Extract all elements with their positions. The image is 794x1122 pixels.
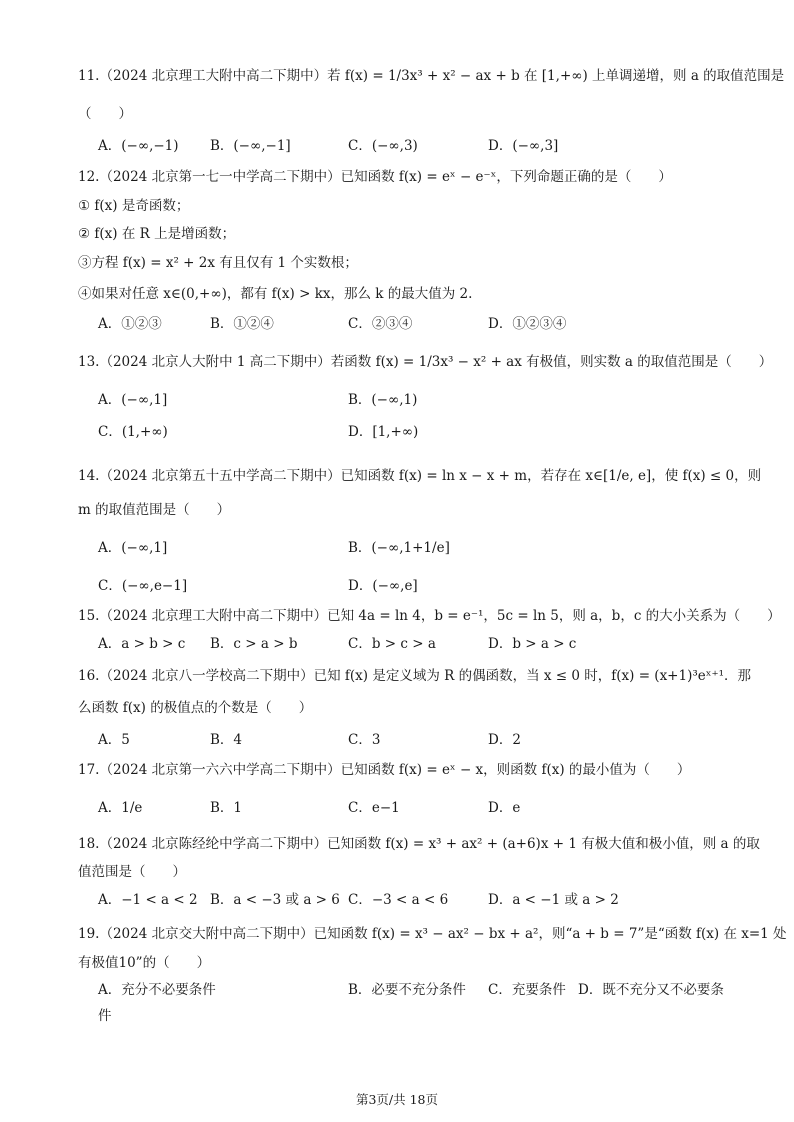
q16-option-d[interactable]: D．2 [488,732,521,748]
q11-option-b[interactable]: B．(−∞,−1] [210,138,291,154]
q14-option-b[interactable]: B．(−∞,1+1/e] [348,540,450,556]
question-13-stem: 13.（2024 北京人大附中 1 高二下期中）若函数 f(x) = 1/3x³ − x² + ax 有极值，则实数 a 的取值范围是（ ） [78,354,773,370]
q19-option-b[interactable]: B．必要不充分条件 [348,982,466,998]
question-16-stem-cont: 么函数 f(x) 的极值点的个数是（ ） [78,700,313,716]
q19-option-a[interactable]: A．充分不必要条件 [98,982,216,998]
q16-option-b[interactable]: B．4 [210,732,243,748]
q13-option-d[interactable]: D．[1,+∞) [348,424,419,440]
question-19-stem-cont: 有极值10”的（ ） [78,955,211,971]
q19-option-d-cont: 件 [98,1008,112,1024]
q16-option-a[interactable]: A．5 [98,732,130,748]
q13-option-b[interactable]: B．(−∞,1) [348,392,418,408]
q16-option-c[interactable]: C．3 [348,732,381,748]
q12-option-c[interactable]: C．②③④ [348,316,413,332]
q11-option-a[interactable]: A．(−∞,−1) [98,138,179,154]
q13-option-a[interactable]: A．(−∞,1] [98,392,168,408]
q14-option-c[interactable]: C．(−∞,e−1] [98,578,188,594]
q15-option-c[interactable]: C．b > c > a [348,636,436,652]
q19-option-c[interactable]: C．充要条件 [488,982,566,998]
q15-option-b[interactable]: B．c > a > b [210,636,298,652]
q12-option-d[interactable]: D．①②③④ [488,316,567,332]
q18-option-a[interactable]: A．−1 < a < 2 [98,892,198,908]
q17-option-a[interactable]: A．1/e [98,800,143,816]
q15-option-d[interactable]: D．b > a > c [488,636,577,652]
q18-option-b[interactable]: B．a < −3 或 a > 6 [210,892,340,908]
q13-option-c[interactable]: C．(1,+∞) [98,424,168,440]
q12-item-1: ① f(x) 是奇函数； [78,198,190,214]
q18-option-c[interactable]: C．−3 < a < 6 [348,892,449,908]
question-15-stem: 15.（2024 北京理工大附中高二下期中）已知 4a = ln 4，b = e⁻¹，5c = ln 5，则 a，b，c 的大小关系为（ ） [78,608,781,624]
q14-option-a[interactable]: A．(−∞,1] [98,540,168,556]
q12-option-b[interactable]: B．①②④ [210,316,274,332]
q17-option-d[interactable]: D．e [488,800,521,816]
q19-option-d[interactable]: D．既不充分又不必要条 [578,982,724,998]
q17-option-b[interactable]: B．1 [210,800,243,816]
q11-option-d[interactable]: D．(−∞,3] [488,138,559,154]
question-18-stem: 18.（2024 北京陈经纶中学高二下期中）已知函数 f(x) = x³ + ax² + (a+6)x + 1 有极大值和极小值，则 a 的取 [78,836,760,852]
q17-option-c[interactable]: C．e−1 [348,800,400,816]
question-11-stem-cont: （ ） [78,106,132,122]
q11-option-c[interactable]: C．(−∞,3) [348,138,418,154]
question-14-stem-cont: m 的取值范围是（ ） [78,502,231,518]
q15-option-a[interactable]: A．a > b > c [98,636,186,652]
q12-item-3: ③方程 f(x) = x² + 2x 有且仅有 1 个实数根； [78,255,358,271]
question-19-stem: 19.（2024 北京交大附中高二下期中）已知函数 f(x) = x³ − ax² − bx + a²，则“a + b = 7”是“函数 f(x) 在 x=1 处 [78,926,787,942]
q12-item-4: ④如果对任意 x∈(0,+∞)，都有 f(x) > kx，那么 k 的最大值为 2. [78,286,473,302]
question-11-stem: 11.（2024 北京理工大附中高二下期中）若 f(x) = 1/3x³ + x² − ax + b 在 [1,+∞) 上单调递增，则 a 的取值范围是 [78,68,785,84]
q14-option-d[interactable]: D．(−∞,e] [348,578,418,594]
q12-option-a[interactable]: A．①②③ [98,316,162,332]
question-17-stem: 17.（2024 北京第一六六中学高二下期中）已知函数 f(x) = eˣ − x，则函数 f(x) 的最小值为（ ） [78,762,691,778]
q12-item-2: ② f(x) 在 R 上是增函数； [78,226,236,242]
question-12-stem: 12.（2024 北京第一七一中学高二下期中）已知函数 f(x) = eˣ − e⁻ˣ，下列命题正确的是（ ） [78,169,672,185]
question-14-stem: 14.（2024 北京第五十五中学高二下期中）已知函数 f(x) = ln x − x + m，若存在 x∈[1/e, e]，使 f(x) ≤ 0，则 [78,468,762,484]
question-18-stem-cont: 值范围是（ ） [78,864,186,880]
question-16-stem: 16.（2024 北京八一学校高二下期中）已知 f(x) 是定义域为 R 的偶函数，当 x ≤ 0 时，f(x) = (x+1)³eˣ⁺¹．那 [78,668,752,684]
page-footer: 第3页/共 18页 [355,1092,439,1107]
q18-option-d[interactable]: D．a < −1 或 a > 2 [488,892,619,908]
